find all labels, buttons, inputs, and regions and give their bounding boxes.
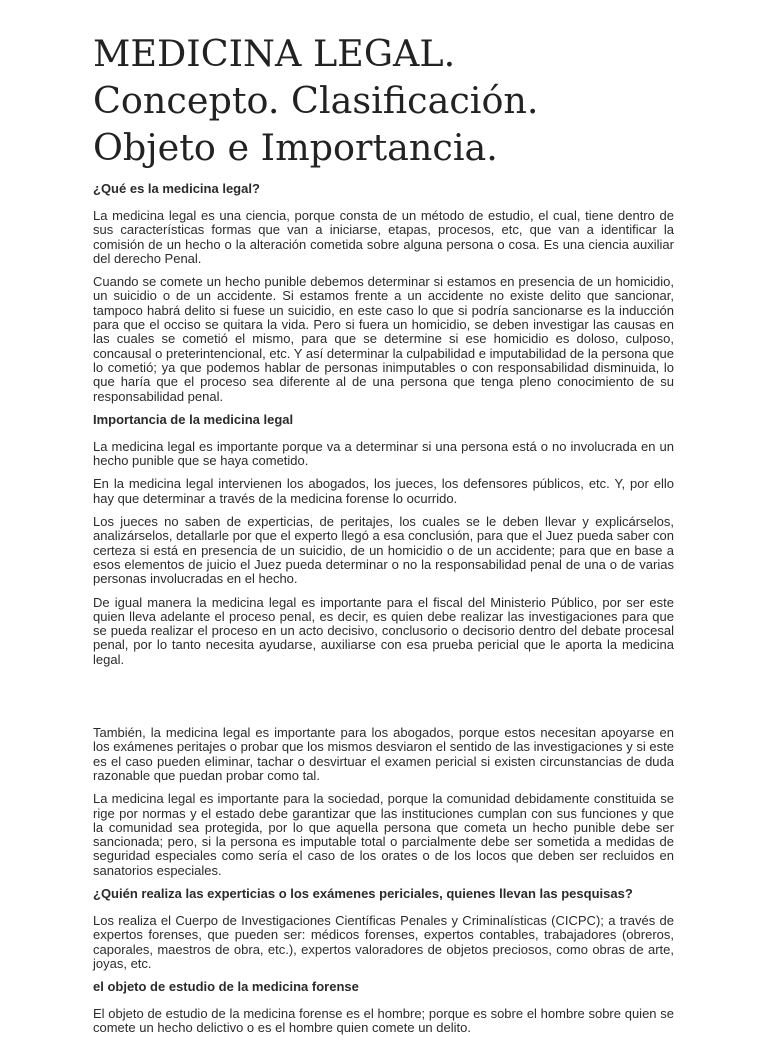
spacer <box>93 676 674 726</box>
section-heading: el objeto de estudio de la medicina forense <box>93 979 359 995</box>
paragraph: La medicina legal es importante para la sociedad, porque la comunidad debidamente constituida se rige por normas y el estado debe garantizar que las instituciones cumplan con sus funciones y que la comunidad sea protegida, por lo que aquella persona que cometa un hecho punible debe ser sancionada; pero, si la persona es imputable total o parcialmente debe ser sometida a medidas de seguridad especiales como sería el caso de los orates o de los locos que deben ser recluidos en sanatorios especiales. <box>93 791 674 878</box>
section-heading: ¿Quién realiza las experticias o los exámenes periciales, quienes llevan las pesquisas? <box>93 885 633 901</box>
section-heading: ¿Qué es la medicina legal? <box>93 181 260 196</box>
document-body <box>93 182 674 1045</box>
title-line: MEDICINA LEGAL. <box>93 32 456 75</box>
document-title <box>93 30 693 171</box>
paragraph: El objeto de estudio de la medicina forense es el hombre; porque es sobre el hombre sobre quien se comete un hecho delictivo o es el hombre quien comete un delito. <box>93 1006 674 1036</box>
paragraph: Los realiza el Cuerpo de Investigaciones Científicas Penales y Criminalísticas (CICPC); a través de expertos forenses, que pueden ser: médicos forenses, expertos contables, trabajadores (obreros, caporales, maestros de obra, etc.), expertos valoradores de objetos preciosos, como obras de arte, joyas, etc. <box>93 912 674 971</box>
section-heading: Importancia de la medicina legal <box>93 411 294 427</box>
paragraph: En la medicina legal intervienen los abogados, los jueces, los defensores públicos, etc. Y, por ello hay que determinar a través de la medicina forense lo ocurrido. <box>93 476 674 506</box>
paragraph: La medicina legal es importante porque va a determinar si una persona está o no involucrada en un hecho punible que se haya cometido. <box>93 438 674 469</box>
paragraph: Los jueces no saben de experticias, de peritajes, los cuales se le deben llevar y explicárselos, analizárselos, detallarle por que el experto llegó a esa conclusión, para que el Juez pueda saber con certeza si está en presencia de un suicidio, de un homicidio o de un accidente; para que en base a esos elementos de juicio el Juez pueda determinar o no la responsabilidad penal de una o de varias personas involucradas en el hecho. <box>93 514 674 587</box>
paragraph: También, la medicina legal es importante para los abogados, porque estos necesitan apoyarse en los exámenes peritajes o probar que los mismos desviaron el sentido de las investigaciones y si este es el caso pueden eliminar, tachar o desvirtuar el examen pericial si existen circunstancias de duda razonable que puedan probar como tal. <box>93 725 674 783</box>
paragraph: La medicina legal es una ciencia, porque consta de un método de estudio, el cual, tiene dentro de sus características formas que van a iniciarse, etapas, procesos, etc, que van a identificar la comisión de un hecho o la alteración cometida sobre alguna persona o cosa. Es una ciencia auxiliar del derecho Penal. <box>93 208 674 266</box>
title-line: Objeto e Importancia. <box>93 126 498 169</box>
title-line: Concepto. Clasificación. <box>93 79 539 122</box>
paragraph: De igual manera la medicina legal es importante para el fiscal del Ministerio Público, por ser este quien lleva adelante el proceso penal, es decir, es quien debe realizar las investigaciones para que se pueda realizar el proceso en un acto decisivo, conclusorio o decisorio dentro del debate procesal penal, por lo tanto necesita ayudarse, auxiliarse con esa prueba pericial que le aporta la medicina legal. <box>93 594 674 667</box>
paragraph: Cuando se comete un hecho punible debemos determinar si estamos en presencia de un homicidio, un suicidio o de un accidente. Si estamos frente a un accidente no existe delito que sancionar, tampoco habrá delito si fuese un suicidio, en este caso lo que si podría sancionarse es la inducción para que el occiso se quitara la vida. Pero si fuera un homicidio, se deben investigar las causas en las cuales se cometió el mismo, para que se determine si ese homicidio es doloso, culposo, concausal o preterintencional, etc. Y así determinar la culpabilidad e imputabilidad de la persona que lo cometió; ya que podemos hablar de personas inimputables o con responsabilidad disminuida, lo que haría que el proceso sea diferente al de una persona que tenga pleno conocimiento de su responsabilidad penal. <box>93 274 674 404</box>
